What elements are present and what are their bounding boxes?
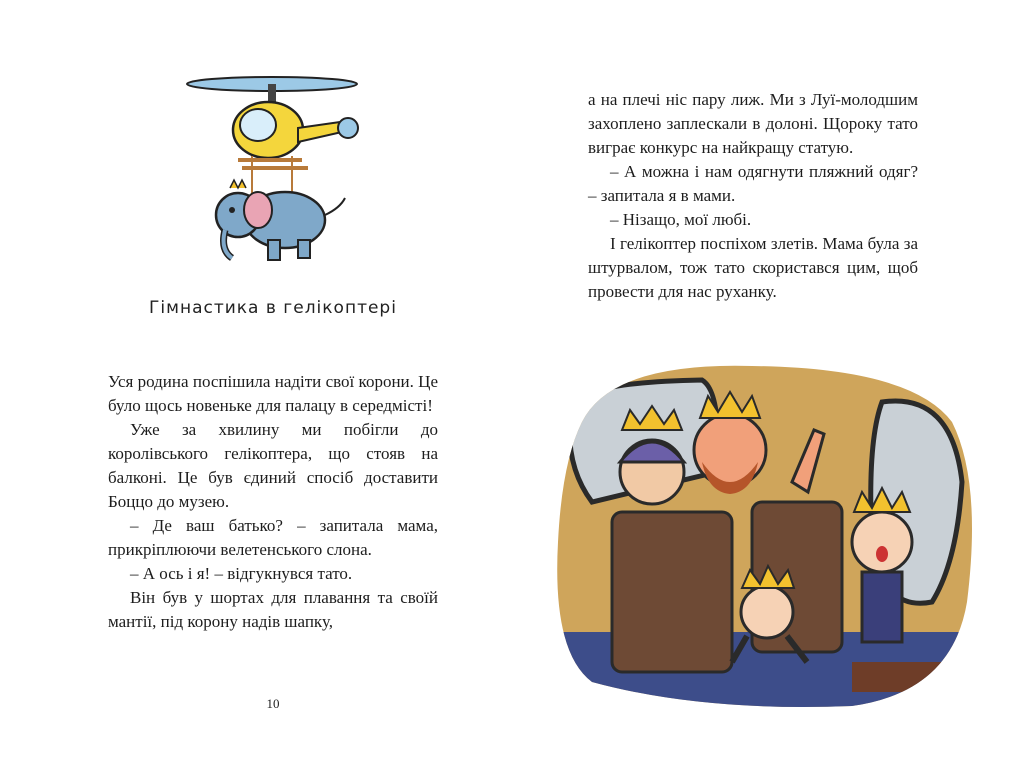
page-number: 10 — [266, 696, 280, 711]
paragraph: Уся родина поспішила надіти свої корони. Це було щось новеньке для палацу в середмісті! — [108, 372, 438, 415]
helicopter-elephant-illustration — [180, 70, 365, 270]
chapter-title: Гімнастика в гелікоптері — [149, 298, 397, 318]
right-page-text — [588, 88, 918, 304]
left-page-text — [108, 370, 438, 634]
right-page — [512, 0, 1024, 768]
paragraph: Він був у шортах для плавання та своїй мантії, під корону надів шапку, — [108, 588, 438, 631]
paragraph: а на плечі ніс пару лиж. Ми з Луї-молодшим захоплено заплескали в долоні. Щороку тато виграє конкурс на найкращу статую. — [588, 90, 918, 157]
helicopter-cabin-family-illustration — [552, 362, 972, 710]
paragraph: – А ось і я! – відгукнувся тато. — [130, 564, 353, 583]
paragraph: І гелікоптер поспіхом злетів. Мама була за штурвалом, тож тато скористався цим, щоб провести для нас руханку. — [588, 234, 918, 301]
paragraph: Уже за хвилину ми побігли до королівського гелікоптера, що стояв на балконі. Це був єдиний спосіб доставити Боццо до музею. — [108, 420, 438, 511]
paragraph: – Де ваш батько? – запитала мама, прикріплюючи велетенського слона. — [108, 516, 438, 559]
paragraph: – Нізащо, мої любі. — [610, 210, 752, 229]
paragraph: – А можна і нам одягнути пляжний одяг? – запитала я в мами. — [588, 162, 918, 205]
